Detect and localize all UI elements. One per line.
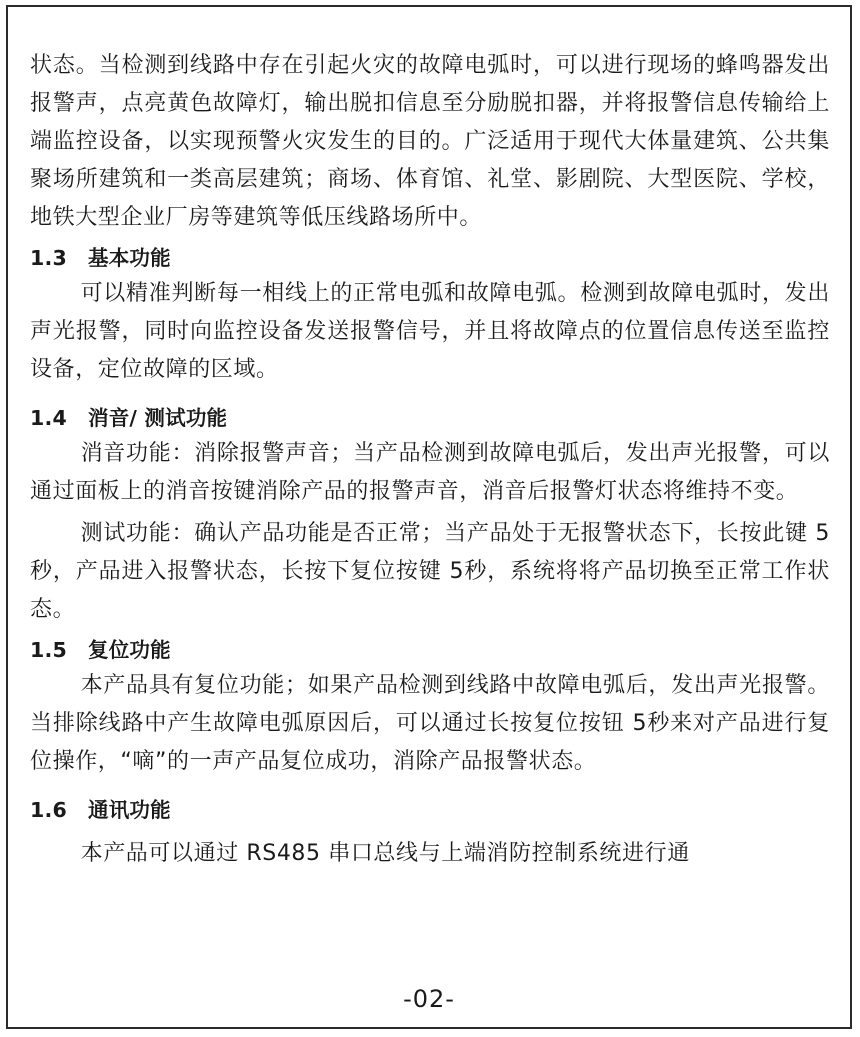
page-content	[30, 47, 830, 873]
section-paragraph: 本产品具有复位功能；如果产品检测到线路中故障电弧后，发出声光报警。当排除线路中产生故障电弧原因后，可以通过长按复位按钮 5秒来对产品进行复位操作，“嘀”的一声产品复位成功，消除产品报警状态。	[30, 673, 830, 774]
section-number: 1.5	[30, 638, 67, 662]
section-heading-1-3	[30, 241, 830, 275]
section-title: 复位功能	[88, 638, 171, 662]
section-title: 基本功能	[88, 246, 171, 270]
document-page	[6, 5, 852, 1029]
intro-paragraph: 状态。当检测到线路中存在引起火灾的故障电弧时，可以进行现场的蜂鸣器发出报警声，点亮黄色故障灯，输出脱扣信息至分励脱扣器，并将报警信息传输给上端监控设备，以实现预警火灾发生的目的。广泛适用于现代大体量建筑、公共集聚场所建筑和一类高层建筑；商场、体育馆、礼堂、影剧院、大型医院、学校，地铁大型企业厂房等建筑等低压线路场所中。	[30, 53, 830, 230]
section-heading-1-6	[30, 793, 830, 827]
section-number: 1.3	[30, 246, 67, 270]
section-heading-1-5	[30, 633, 830, 667]
section-paragraph: 本产品可以通过 RS485 串口总线与上端消防控制系统进行通	[80, 841, 690, 866]
section-heading-1-4	[30, 401, 830, 435]
page-number: -02-	[403, 985, 455, 1013]
section-paragraph: 可以精准判断每一相线上的正常电弧和故障电弧。检测到故障电弧时，发出声光报警，同时向监控设备发送报警信号，并且将故障点的位置信息传送至监控设备，定位故障的区域。	[30, 281, 830, 382]
section-number: 1.6	[30, 798, 67, 822]
section-number: 1.4	[30, 406, 67, 430]
section-title: 消音/ 测试功能	[88, 406, 228, 430]
section-paragraph: 消音功能：消除报警声音；当产品检测到故障电弧后，发出声光报警，可以通过面板上的消音按键消除产品的报警声音，消音后报警灯状态将维持不变。	[30, 441, 830, 504]
section-paragraph: 测试功能：确认产品功能是否正常；当产品处于无报警状态下，长按此键 5秒，产品进入报警状态，长按下复位按键 5秒，系统将将产品切换至正常工作状态。	[30, 521, 830, 622]
section-title: 通讯功能	[88, 798, 171, 822]
